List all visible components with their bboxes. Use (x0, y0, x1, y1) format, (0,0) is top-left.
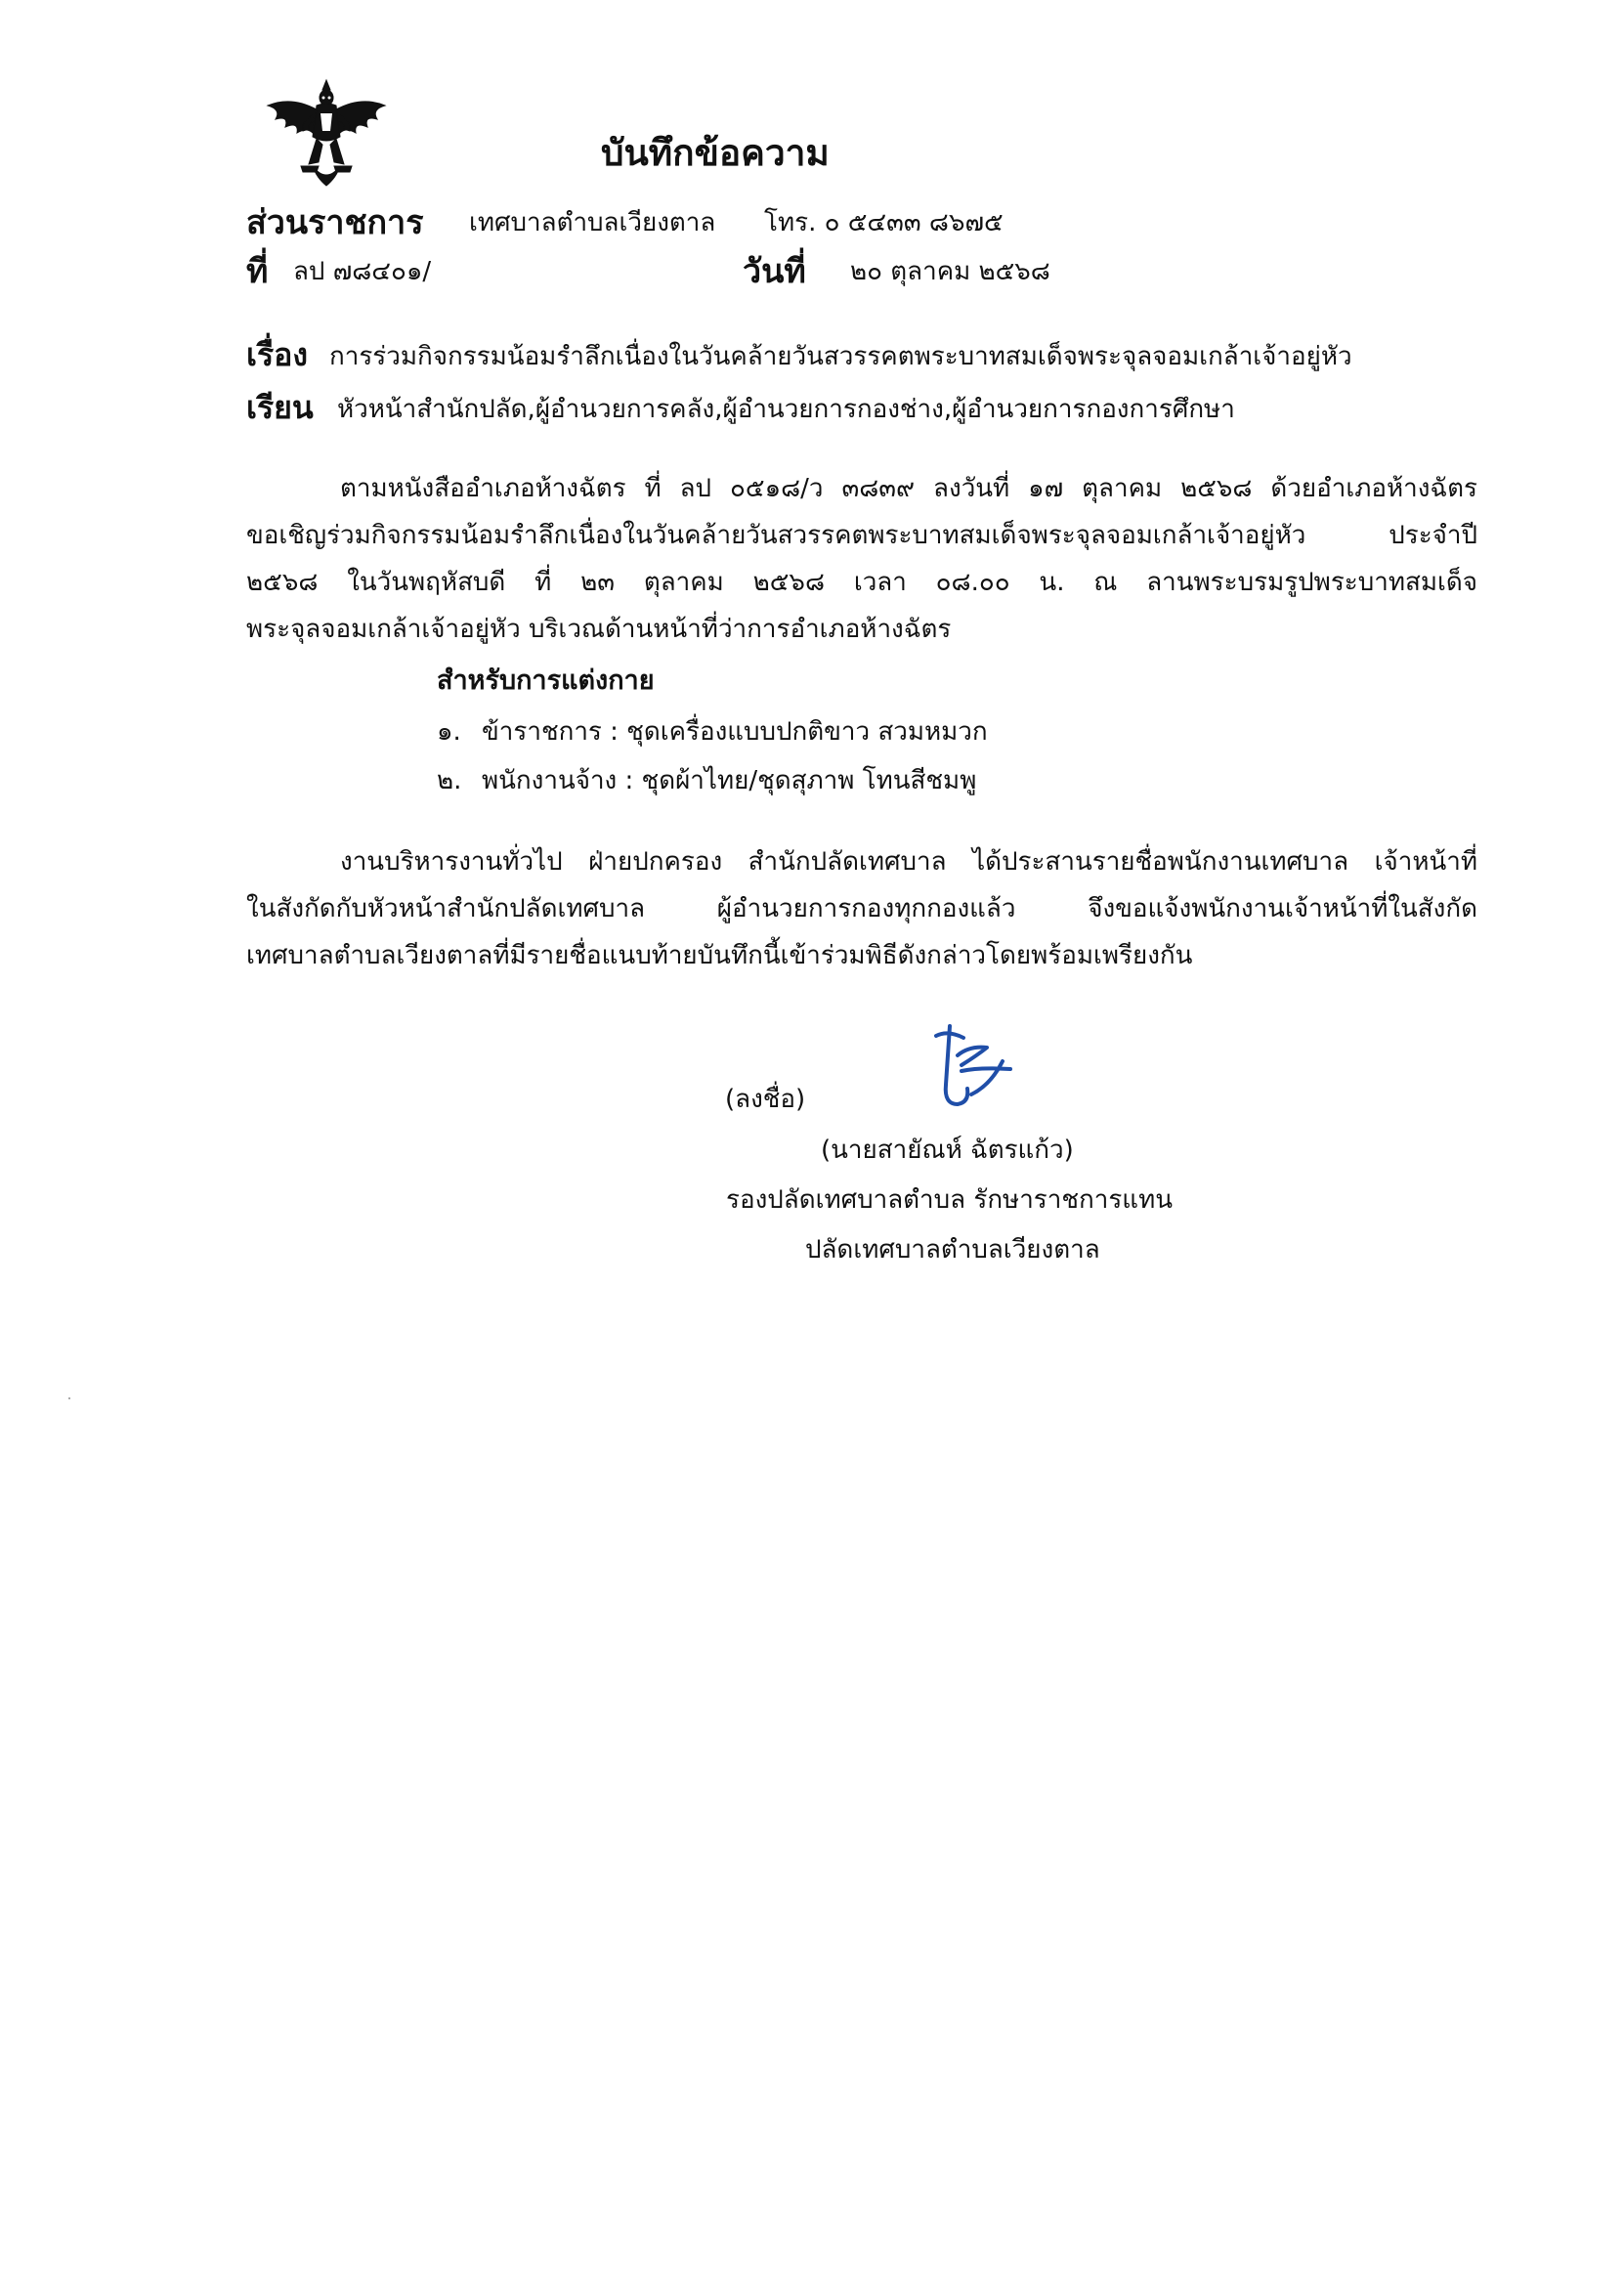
signer-position: รองปลัดเทศบาลตำบล รักษาราชการแทน (726, 1185, 1173, 1215)
dress-item-number: ๒. (437, 766, 462, 795)
dress-item (437, 760, 976, 800)
to-row (246, 383, 314, 433)
dress-code-heading: สำหรับการแต่งกาย (437, 665, 655, 696)
document-title: บันทึกข้อความ (601, 132, 830, 174)
paragraph-line: ขอเชิญร่วมกิจกรรมน้อมรำลึกเนื่องในวันคล้ายวันสวรรคตพระบาทสมเด็จพระจุลจอมเกล้าเจ้าอยู่หัว ประจำปี (246, 521, 1477, 550)
date-label: วันที่ (743, 252, 806, 291)
paragraph-line: งานบริหารงานทั่วไป ฝ่ายปกครอง สำนักปลัดเทศบาล ได้ประสานรายชื่อพนักงานเทศบาล เจ้าหน้าที่ (340, 847, 1477, 877)
body-paragraph-2 (246, 838, 1477, 979)
ref-label: ที่ (246, 252, 269, 291)
phone-number: โทร. ๐ ๕๔๓๓ ๘๖๗๕ (764, 208, 1004, 237)
dress-item-text: ข้าราชการ : ชุดเครื่องแบบปกติขาว สวมหมวก (482, 717, 988, 747)
paragraph-line: พระจุลจอมเกล้าเจ้าอยู่หัว บริเวณด้านหน้าที่ว่าการอำเภอห้างฉัตร (246, 615, 952, 644)
garuda-emblem-icon (262, 76, 391, 192)
subject-row (246, 330, 308, 380)
paragraph-line: ตามหนังสืออำเภอห้างฉัตร ที่ ลป ๐๕๑๘/ว ๓๘๓๙ ลงวันที่ ๑๗ ตุลาคม ๒๕๖๘ ด้วยอำเภอห้างฉัตร (340, 474, 1477, 503)
paragraph-line: ในสังกัดกับหัวหน้าสำนักปลัดเทศบาล ผู้อำนวยการกองทุกกองแล้ว จึงขอแจ้งพนักงานเจ้าหน้าที่ในสังกัด (246, 894, 1477, 923)
subject-value: การร่วมกิจกรรมน้อมรำลึกเนื่องในวันคล้ายวันสวรรคตพระบาทสมเด็จพระจุลจอมเกล้าเจ้าอยู่หัว (329, 342, 1352, 371)
agency-value: เทศบาลตำบลเวียงตาล (469, 208, 716, 237)
body-paragraph-1 (246, 465, 1477, 653)
dress-item-number: ๑. (437, 717, 461, 747)
to-value: หัวหน้าสำนักปลัด,ผู้อำนวยการคลัง,ผู้อำนวยการกองช่าง,ผู้อำนวยการกองการศึกษา (337, 395, 1235, 424)
dress-item-text: พนักงานจ้าง : ชุดผ้าไทย/ชุดสุภาพ โทนสีชมพู (482, 766, 977, 795)
subject-label: เรื่อง (246, 336, 308, 373)
dress-item (437, 711, 988, 751)
agency-row (246, 195, 423, 248)
ref-row (246, 244, 268, 297)
handwritten-signature (909, 1016, 1026, 1134)
paragraph-line: เทศบาลตำบลเวียงตาลที่มีรายชื่อแนบท้ายบันทึกนี้เข้าร่วมพิธีดังกล่าวโดยพร้อมเพรียงกัน (246, 941, 1193, 970)
signer-name: (นายสายัณห์ ฉัตรแก้ว) (821, 1136, 1074, 1165)
date-value: ๒๐ ตุลาคม ๒๕๖๘ (850, 257, 1050, 286)
date-row (743, 244, 806, 297)
sign-label: (ลงชื่อ) (725, 1085, 806, 1114)
scan-speck (68, 1397, 70, 1399)
signer-position-for: ปลัดเทศบาลตำบลเวียงตาล (805, 1235, 1100, 1265)
agency-label: ส่วนราชการ (246, 203, 424, 242)
ref-value: ลป ๗๘๔๐๑/ (293, 257, 432, 286)
to-label: เรียน (246, 389, 314, 426)
paragraph-line: ๒๕๖๘ ในวันพฤหัสบดี ที่ ๒๓ ตุลาคม ๒๕๖๘ เวลา ๐๘.๐๐ น. ณ ลานพระบรมรูปพระบาทสมเด็จ (246, 568, 1477, 597)
